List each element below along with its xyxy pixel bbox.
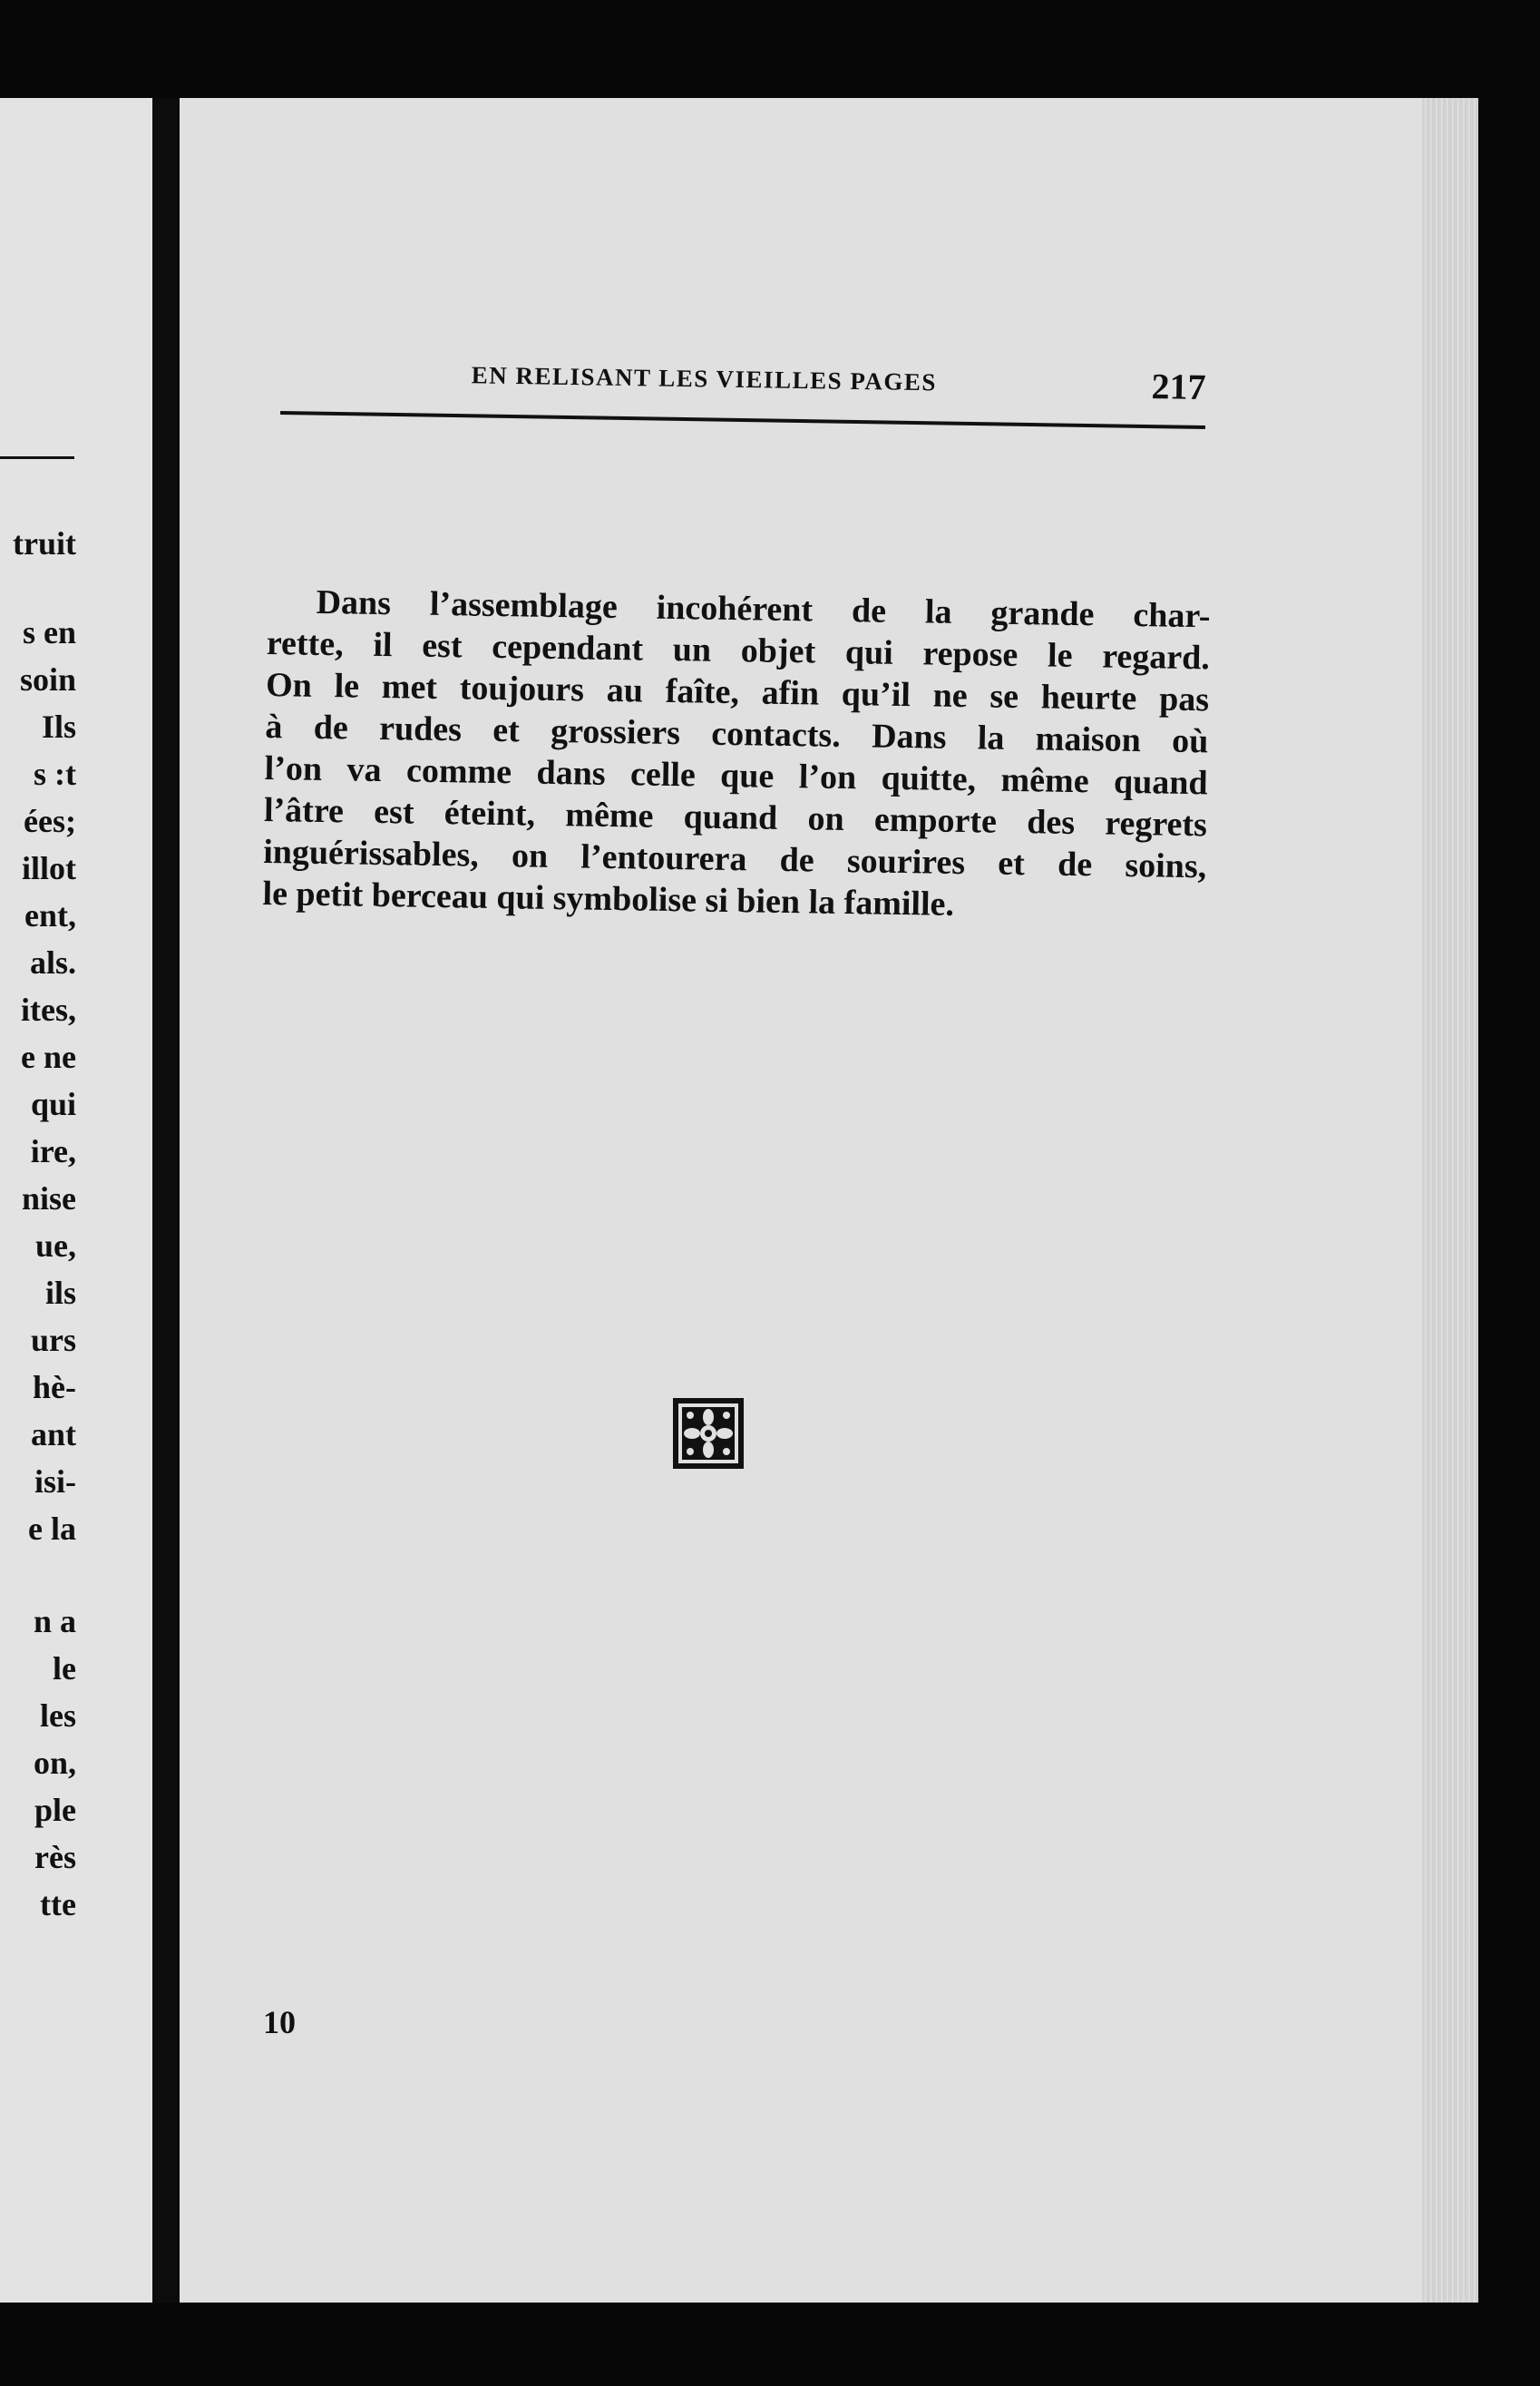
left-page-line: soin [19, 661, 76, 698]
left-page-line: ant [30, 1416, 76, 1452]
left-page-line: tte [40, 1886, 76, 1922]
left-page-line: isi- [34, 1463, 76, 1500]
left-page-line: on, [33, 1745, 76, 1781]
left-page-line: ites, [21, 992, 76, 1028]
paragraph-line: rette, il est cependant un objet qui repose le regard. [266, 623, 1211, 678]
left-page-line: ue, [35, 1227, 76, 1264]
left-page-line: illot [22, 850, 76, 886]
left-page-line: Ils [41, 709, 76, 745]
left-page-line: truit [13, 525, 76, 562]
running-title: EN RELISANT LES VIEILLES PAGES [471, 361, 938, 396]
left-page-line: e la [28, 1511, 76, 1547]
paragraph-line: le petit berceau qui symbolise si bien la famille. [262, 874, 955, 924]
fleuron-ornament-icon [672, 1397, 745, 1470]
left-page-line: urs [30, 1322, 76, 1358]
left-page-line: n a [33, 1603, 76, 1639]
right-page [180, 98, 1478, 2303]
page-number: 217 [1151, 366, 1206, 408]
page-edge-stack [1422, 98, 1478, 2303]
left-page-line: als. [29, 944, 76, 981]
left-page-rule [0, 456, 74, 459]
left-page-line: qui [30, 1086, 76, 1122]
left-page-line: e ne [21, 1039, 76, 1075]
paragraph-line: l’âtre est éteint, même quand on emporte des regrets [263, 790, 1208, 845]
left-page-line: le [53, 1650, 76, 1687]
left-page-line: ils [44, 1275, 76, 1311]
body-paragraph [262, 581, 1211, 929]
paragraph-line: l’on va comme dans celle que l’on quitte, même quand [264, 748, 1208, 803]
paragraph-line: On le met toujours au faîte, afin qu’il ne se heurte pas [265, 665, 1210, 719]
left-page-line: ées; [24, 803, 76, 839]
left-page-line: ent, [24, 897, 76, 934]
left-page-line: s en [22, 614, 76, 650]
paragraph-line: Dans l’assemblage incohérent de la grande char- [316, 582, 1211, 636]
signature-mark: 10 [263, 2004, 296, 2040]
left-page-line: rès [34, 1839, 76, 1875]
left-page [0, 98, 152, 2303]
left-page-line: les [40, 1697, 76, 1734]
left-page-line: ire, [30, 1133, 76, 1169]
paragraph-line: à de rudes et grossiers contacts. Dans la maison où [265, 707, 1209, 761]
left-page-line: s :t [34, 756, 76, 792]
left-page-line: nise [21, 1180, 76, 1217]
left-page-line: ple [34, 1792, 76, 1828]
paragraph-line: inguérissables, on l’entourera de sourires et de soins, [262, 832, 1207, 886]
left-page-line: hè- [33, 1369, 76, 1405]
book-gutter [152, 98, 180, 2303]
